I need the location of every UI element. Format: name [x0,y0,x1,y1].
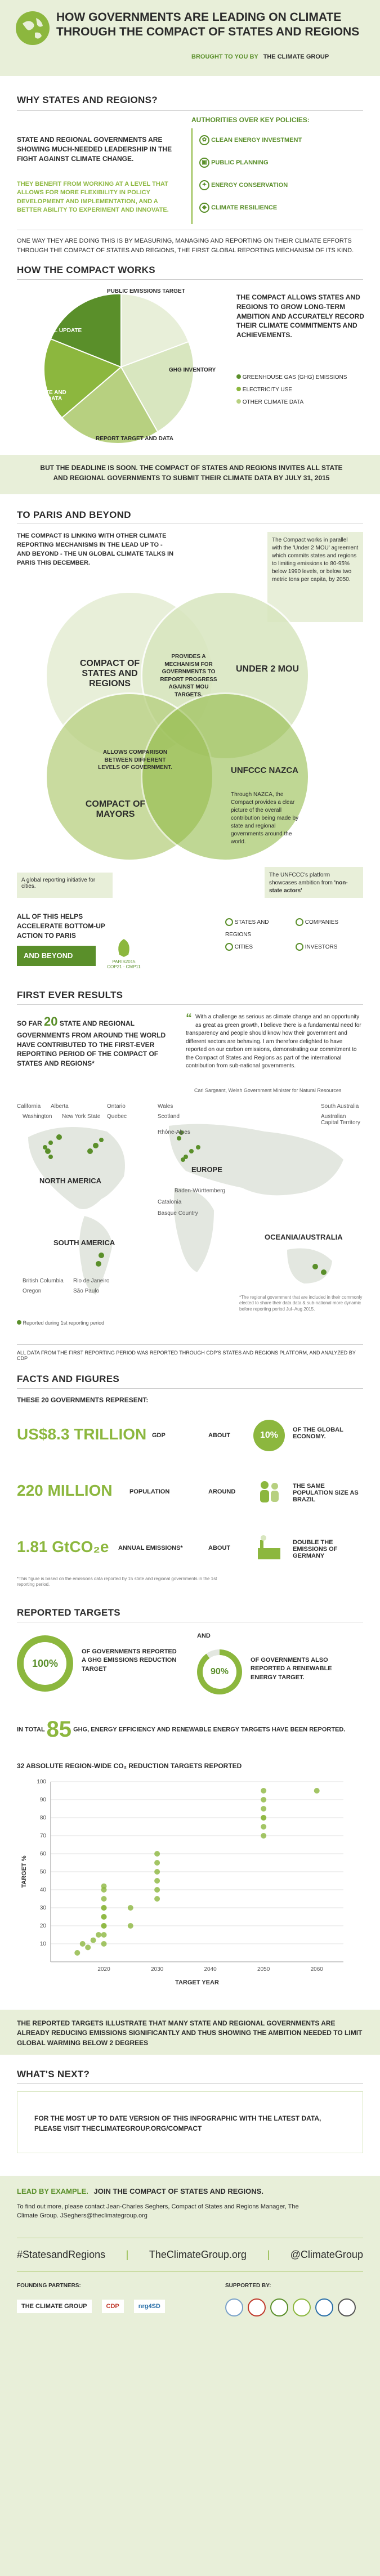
footer-lead [17,2187,263,2195]
results-quote [186,1013,363,1071]
dot-icon [236,387,241,391]
data-point [261,1824,266,1830]
fact-right: THE SAME POPULATION SIZE AS BRAZIL [293,1483,359,1503]
header-band [0,0,380,76]
next-heading: WHAT'S NEXT? [17,2069,90,2079]
shield-icon: ◆ [199,203,209,213]
policy-item [199,203,277,213]
place-label: South Australia [321,1103,359,1110]
paris-logo-text: PARIS2015 COP21 · CMP11 [107,959,141,969]
mayors-note: A global reporting initiative for cities. [17,873,113,898]
footer-divider [17,2271,363,2272]
target-stat-1 [17,1635,186,1697]
fact-big: US$8.3 TRILLION [17,1425,147,1443]
place-label: Rio de Janeiro [73,1278,110,1284]
data-point [101,1914,107,1920]
targets-total [17,1717,363,1742]
data-point [261,1797,266,1803]
fact-rel: AROUND [208,1488,236,1495]
fact-row [17,1469,363,1520]
how-legend [236,372,366,409]
unfccc-note-bold: 'non-state actors' [269,880,348,894]
place-label: Baden-Württemberg [175,1188,226,1194]
place-label: Quebec [107,1113,127,1120]
policy-item [199,180,288,190]
target-stat-2 [197,1649,366,1706]
facts-sub: THESE 20 GOVERNMENTS REPRESENT: [17,1396,149,1404]
supporter-logo [315,2298,333,2316]
fact-big: 220 MILLION [17,1482,113,1499]
region-oceania: OCEANIA/AUSTRALIA [265,1233,343,1241]
place-label: California [17,1103,41,1110]
targets-chart [17,1776,363,1996]
legend-label: STATES AND REGIONS [225,919,269,938]
brought-by-label: BROUGHT TO YOU BY [191,53,258,60]
investors-icon [296,943,303,951]
x-tick-label: 2040 [204,1966,217,1973]
policy-label: CLIMATE RESILIENCE [211,204,278,211]
x-tick-label: 2050 [257,1966,270,1973]
x-tick-label: 2030 [150,1966,164,1973]
x-tick-label: 2060 [310,1966,323,1973]
mid-text-1: PROVIDES A MECHANISM FOR GOVERNMENTS TO REPORT PROGRESS AGAINST MOU TARGETS. [160,654,217,698]
fact-unit: POPULATION [129,1488,170,1495]
supported-label: SUPPORTED BY: [225,2283,271,2289]
scatter-svg [17,1776,363,1996]
data-point [154,1878,160,1884]
policies-list [191,128,366,224]
region-south-america: SOUTH AMERICA [53,1238,115,1247]
place-label: Oregon [23,1288,42,1294]
map-legend [17,1320,104,1326]
region-north-america: NORTH AMERICA [39,1177,102,1185]
data-point [154,1851,160,1857]
results-left-post: STATE AND REGIONAL GOVERNMENTS FROM AROUND THE WORLD HAVE CONTRIBUTED TO THE FIRST-EVER REPORTING PERIOD OF THE COMPACT OF STATES AND REGIONS* [17,1019,166,1068]
supporter-logo [338,2298,356,2316]
and-text: AND [197,1633,211,1639]
data-point [101,1905,107,1911]
data-point [154,1869,160,1875]
fact-rel: ABOUT [208,1432,231,1439]
why-p1: STATE AND REGIONAL GOVERNMENTS ARE SHOWING MUCH-NEEDED LEADERSHIP IN THE FIGHT AGAINST CLIMATE CHANGE. [17,136,172,163]
place-label: Basque Country [158,1210,198,1217]
legend-label: COMPANIES [305,919,339,925]
y-tick-label: 80 [39,1815,46,1821]
globe-icon [16,11,50,45]
pct-value: 100% [24,1642,66,1685]
data-point [101,1884,107,1889]
cycle-step-1: PUBLIC EMISSIONS TARGET [107,288,185,294]
y-axis-label: TARGET % [21,1855,28,1888]
targets-heading: REPORTED TARGETS [17,1607,120,1618]
title-line-1: HOW GOVERNMENTS ARE LEADING ON CLIMATE [56,11,342,24]
data-point [101,1896,107,1902]
join-text: JOIN THE COMPACT OF STATES AND REGIONS. [93,2187,263,2195]
partner-logos [17,2300,165,2313]
legend-item [225,941,296,954]
quote-by: Carl Sargeant, Welsh Government Minister for Natural Resources [194,1088,342,1093]
data-point [74,1950,80,1956]
fact-right: OF THE GLOBAL ECONOMY. [293,1426,343,1440]
data-point [154,1860,160,1866]
fact-unit: ANNUAL EMISSIONS* [118,1545,183,1551]
legend-row [225,941,366,954]
leaf-icon [113,938,135,958]
data-point [91,1938,96,1943]
y-tick-label: 40 [39,1887,46,1893]
data-point [101,1923,107,1929]
data-point [128,1923,133,1929]
accelerate-text: ALL OF THIS HELPS ACCELERATE BOTTOM-UP ACTION TO PARIS [17,913,105,940]
label-compact: COMPACT OF STATES AND REGIONS [79,659,140,688]
supporter-logos [225,2298,356,2316]
people-icon [253,1476,285,1508]
deadline-band [0,455,380,494]
place-label: Alberta [51,1103,69,1110]
results-left-num: 20 [44,1014,58,1028]
y-tick-label: 60 [39,1851,46,1857]
supporter-logo [293,2298,311,2316]
legend-label: OTHER CLIMATE DATA [242,399,304,405]
legend-label: CITIES [234,944,253,950]
place-label: Scotland [158,1113,180,1120]
place-label: British Columbia [23,1278,64,1284]
y-tick-label: 100 [37,1779,46,1785]
total-post: GHG, ENERGY EFFICIENCY AND RENEWABLE ENERGY TARGETS HAVE BEEN REPORTED. [73,1726,346,1733]
legend-label: INVESTORS [305,944,338,950]
cycle-diagram [17,288,225,446]
partner-logo: nrg4SD [134,2300,165,2313]
data-point [261,1806,266,1812]
bus-icon: ▣ [199,158,209,168]
divider-icon: | [267,2248,270,2260]
legend-item [236,372,366,384]
pct-value: 90% [203,1655,236,1689]
cycle-step-3: REPORT TARGET AND DATA [96,436,173,442]
data-point [85,1944,91,1950]
legend-item [236,384,366,396]
how-desc: THE COMPACT ALLOWS STATES AND REGIONS TO GROW LONG-TERM AMBITION AND ACCURATELY RECORD THEIR CLIMATE COMMITMENTS AND ACHIEVEMENTS. [236,293,364,339]
policy-label: CLEAN ENERGY INVESTMENT [211,136,302,144]
policy-label: ENERGY CONSERVATION [211,181,288,189]
fact-unit: GDP [152,1432,166,1439]
footer-social [17,2244,363,2265]
paris-legend [225,916,366,954]
y-tick-label: 50 [39,1869,46,1875]
results-heading: FIRST EVER RESULTS [17,990,123,1000]
policy-item [199,135,302,145]
legend-row [225,916,366,941]
place-label: Rhône-Alpes [158,1129,190,1135]
footer-contact: To find out more, please contact Jean-Charles Seghers, Compact of States and Regions Manager, The Climate Group. JSeghers@theclimategroup.org [17,2203,299,2219]
y-tick-label: 70 [39,1833,46,1839]
legend-item [296,916,338,941]
and-beyond-tag: AND BEYOND [17,946,96,966]
fact-right: DOUBLE THE EMISSIONS OF GERMANY [293,1539,338,1559]
supporter-logo [225,2298,243,2316]
data-point [261,1833,266,1839]
factory-icon [253,1532,285,1564]
y-tick-label: 20 [39,1923,46,1929]
legend-label: ELECTRICITY USE [242,387,292,393]
data-point [101,1932,107,1938]
why-heading: WHY STATES AND REGIONS? [17,95,158,105]
data-point [314,1788,320,1794]
total-num: 85 [46,1717,72,1742]
results-left [17,1013,169,1068]
fact-big: 1.81 GtCO₂e [17,1538,109,1555]
data-point [101,1941,107,1947]
region-europe: EUROPE [191,1165,222,1174]
footer-band [0,2176,380,2576]
legend-label: GREENHOUSE GAS (GHG) EMISSIONS [242,374,347,381]
chart-title: 32 ABSOLUTE REGION-WIDE CO₂ REDUCTION TARGETS REPORTED [17,1762,242,1770]
fact-row [17,1413,363,1464]
site-link[interactable]: TheClimateGroup.org [149,2248,247,2260]
bulb-icon: ✦ [199,180,209,190]
policies-heading: AUTHORITIES OVER KEY POLICIES: [191,116,310,124]
why-note: ONE WAY THEY ARE DOING THIS IS BY MEASURING, MANAGING AND REPORTING ON THEIR CLIMATE EFFORTS THROUGH THE COMPACT OF STATES AND REGIONS, THE FIRST GLOBAL REPORTING MECHANISM OF ITS KIND. [17,238,354,254]
place-label: Ontario [107,1103,126,1110]
paris-logo [107,938,141,972]
y-tick-label: 90 [39,1797,46,1803]
lead-text: LEAD BY EXAMPLE. [17,2187,88,2195]
legend-item [225,916,296,941]
brand-name: THE CLIMATE GROUP [263,53,329,60]
dot-icon [236,399,241,404]
cycle-step-2: GHG INVENTORY [169,367,216,373]
world-map [17,1103,363,1340]
brought-by [191,53,329,60]
place-label: Wales [158,1103,173,1110]
label-unfccc: UNFCCC NAZCA [231,766,298,775]
supporter-logo [270,2298,288,2316]
place-label: New York State [62,1113,101,1120]
y-tick-label: 10 [39,1941,46,1947]
label-mou: UNDER 2 MOU [235,664,299,674]
cities-icon [225,943,233,951]
hashtag-link[interactable]: #StatesandRegions [17,2248,106,2260]
summary-text: THE REPORTED TARGETS ILLUSTRATE THAT MANY STATE AND REGIONAL GOVERNMENTS ARE ALREADY REDUCING EMISSIONS SIGNIFICANTLY AND THUS SHOWING THE AMBITION NEEDED TO LIMIT GLOBAL WARMING BELOW 2 DEGREES [17,2019,363,2047]
next-text: FOR THE MOST UP TO DATE VERSION OF THIS INFOGRAPHIC WITH THE LATEST DATA, PLEASE VISIT THECLIMATEGROUP.ORG/COMPACT [34,2114,321,2132]
fact-row [17,1526,363,1576]
companies-icon [296,918,303,926]
paris-intro: THE COMPACT IS LINKING WITH OTHER CLIMATE REPORTING MECHANISMS IN THE LEAD UP TO - AND BEYOND - THE UN GLOBAL CLIMATE TALKS IN PARIS THIS DECEMBER. [17,533,174,566]
leaf-icon: ✿ [199,135,209,145]
divider-icon: | [126,2248,129,2260]
data-point [154,1887,160,1893]
mou-note: The Compact works in parallel with the 'Under 2 MOU' agreement which commits states and regions to limiting emissions to 80-95% below 1990 levels, or below two metric tons per capita, by 2050. [267,532,363,622]
x-axis-label: TARGET YEAR [175,1979,219,1986]
partner-logo: THE CLIMATE GROUP [17,2300,92,2313]
data-point [96,1932,101,1938]
unfccc-note [265,867,363,898]
pct-text: OF GOVERNMENTS REPORTED A GHG EMISSIONS REDUCTION TARGET [82,1648,177,1672]
why-p2: THEY BENEFIT FROM WORKING AT A LEVEL THAT ALLOWS FOR MORE FLEXIBILITY IN POLICY DEVELOPMENT AND IMPLEMENTATION, AND A BETTER ABILITY TO EXPERIMENT AND INNOVATE. [17,181,169,214]
legend-item [236,396,366,409]
page-title [56,10,372,40]
mid-text-2: ALLOWS COMPARISON BETWEEN DIFFERENT LEVELS OF GOVERNMENT. [98,749,172,771]
pct-text: OF GOVERNMENTS ALSO REPORTED A RENEWABLE ENERGY TARGET. [251,1657,332,1681]
states-icon [225,918,233,926]
data-point [261,1788,266,1794]
data-point [128,1905,133,1911]
place-label: Washington [23,1113,52,1120]
paris-heading: TO PARIS AND BEYOND [17,509,131,520]
data-point [80,1941,86,1947]
total-pre: IN TOTAL [17,1726,45,1733]
data-point [154,1896,160,1902]
place-label: Australian Capital Territory [321,1113,360,1126]
y-tick-label: 30 [39,1905,46,1911]
quote-text: With a challenge as serious as climate change and an opportunity as great as green growth, I believe there is a fundamental need for transparency and people should know how their government and different sectors are behaving. I am therefore delighted to have reported on our carbon emissions, demonstrating our commitment to the Compact of States and Regions as part of the international contribution from sub-national governments. [186,1014,361,1069]
supporter-logo [248,2298,266,2316]
next-box [17,2091,363,2153]
policy-item [199,158,269,168]
deadline-text: BUT THE DEADLINE IS SOON. THE COMPACT OF STATES AND REGIONS INVITES ALL STATE AND REGIONAL GOVERNMENTS TO SUBMIT THEIR CLIMATE DATA BY JULY 31, 2015 [40,464,343,482]
facts-heading: FACTS AND FIGURES [17,1374,120,1384]
quote-icon: “ [186,1011,192,1025]
place-label: São Paulo [73,1288,100,1294]
results-source: ALL DATA FROM THE FIRST REPORTING PERIOD WAS REPORTED THROUGH CDP'S STATES AND REGIONS PLATFORM, AND ANALYZED BY CDP [17,1350,356,1361]
handle-link[interactable]: @ClimateGroup [290,2248,363,2260]
results-left-pre: SO FAR [17,1019,42,1027]
facts-footnote: *This figure is based on the emissions data reported by 15 state and regional governments in the 1st reporting period. [17,1576,217,1587]
dot-icon [17,1320,21,1325]
legend-item [296,941,337,954]
nazca-text: Through NAZCA, the Compact provides a clear picture of the overall contribution being made by state and regional governments around the world. [231,791,299,845]
policy-label: PUBLIC PLANNING [211,159,269,166]
cycle-step-4: AGGREGATE AND DISCLOSE DATA [17,390,66,402]
how-heading: HOW THE COMPACT WORKS [17,265,155,275]
cycle-step-5: ANNUAL UPDATE [34,328,82,334]
data-point [261,1815,266,1821]
founding-label: FOUNDING PARTNERS: [17,2283,81,2289]
fact-circle: 10% [253,1420,285,1451]
dot-icon [236,374,241,379]
map-footnote: *The regional government that are included in their commonly elected to share their data data & sub-national more dynamic before reporting period Jul–Aug 2015. [239,1295,363,1312]
title-line-2: THROUGH THE COMPACT OF STATES AND REGIONS [56,25,360,39]
summary-band [0,2010,380,2055]
unfccc-note-text: The UNFCCC's platform showcases ambition from [269,872,333,886]
map-legend-label: Reported during 1st reporting period [23,1320,105,1326]
label-mayors: COMPACT OF MAYORS [85,799,146,819]
partner-logo: CDP [102,2300,124,2313]
x-tick-label: 2020 [97,1966,110,1973]
place-label: Catalonia [158,1199,182,1205]
fact-rel: ABOUT [208,1545,231,1551]
